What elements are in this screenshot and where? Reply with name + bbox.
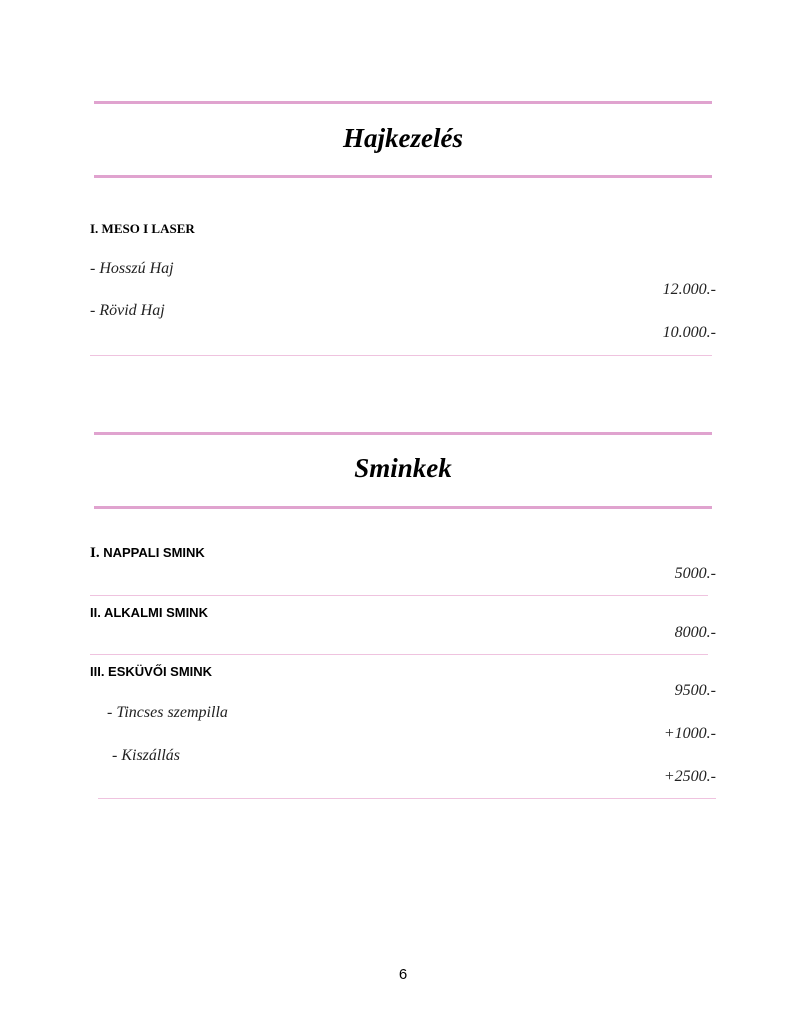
service-price: 5000.- xyxy=(674,565,716,582)
group-divider xyxy=(90,355,712,356)
service-item-name: - Rövid Haj xyxy=(90,302,165,319)
section-bottom-rule xyxy=(94,175,712,178)
group-divider xyxy=(90,595,708,596)
service-item-name: - Tincses szempilla xyxy=(107,704,228,721)
service-heading-text: NAPPALI SMINK xyxy=(103,545,205,560)
service-price: 9500.- xyxy=(674,682,716,699)
service-heading: III. ESKÜVŐI SMINK xyxy=(90,664,213,679)
page-number: 6 xyxy=(398,966,408,983)
service-item-name: - Kiszállás xyxy=(112,747,181,764)
service-item-price: 12.000.- xyxy=(662,281,716,298)
service-item-price: +2500.- xyxy=(663,768,716,785)
service-heading xyxy=(90,545,205,561)
group-divider xyxy=(90,654,708,655)
service-item-name: - Hosszú Haj xyxy=(90,260,174,277)
service-heading-number: I. xyxy=(90,545,100,561)
section-top-rule xyxy=(94,101,712,104)
service-price: 8000.- xyxy=(674,624,716,641)
service-heading: I. MESO I LASER xyxy=(90,221,195,236)
service-item-price: +1000.- xyxy=(663,725,716,742)
section-bottom-rule xyxy=(94,506,712,509)
section-title: Sminkek xyxy=(354,453,452,483)
section-title: Hajkezelés xyxy=(343,123,463,153)
service-heading: II. ALKALMI SMINK xyxy=(90,605,208,620)
section-top-rule xyxy=(94,432,712,435)
group-divider xyxy=(98,798,716,799)
service-item-price: 10.000.- xyxy=(662,324,716,341)
